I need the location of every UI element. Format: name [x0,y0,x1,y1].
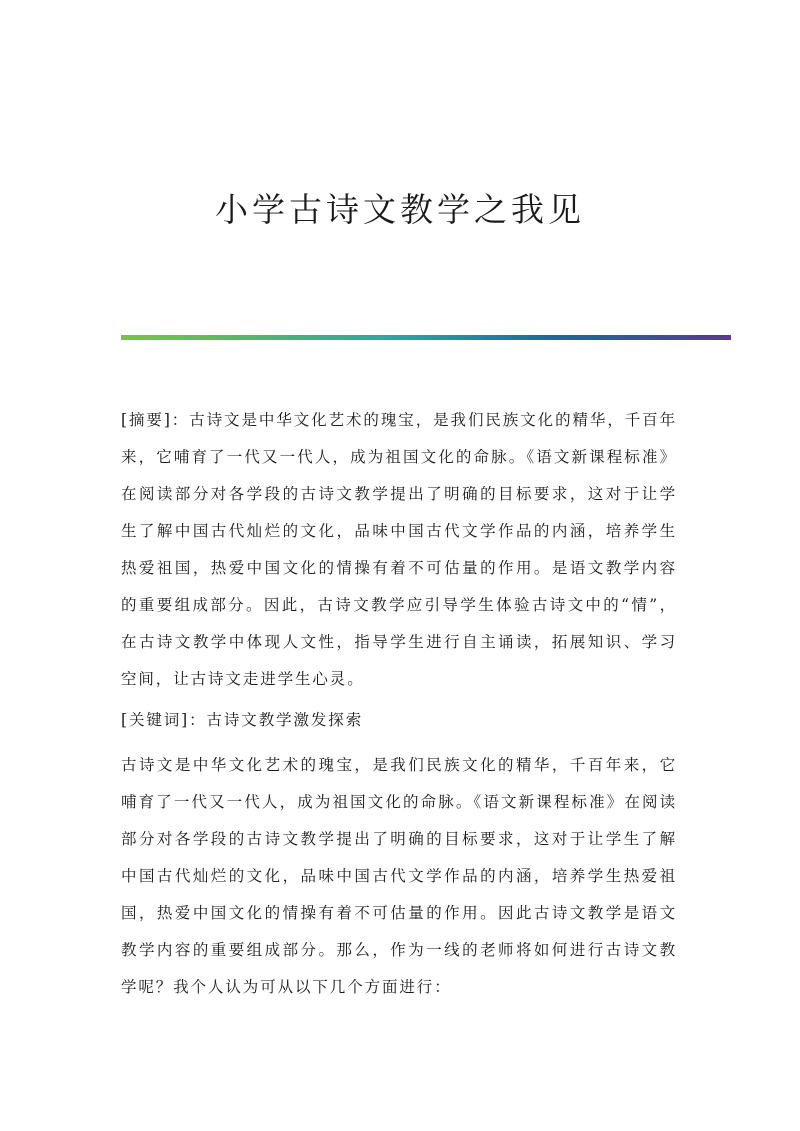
keywords-line: [关键词]：古诗文教学激发探索 [121,711,364,729]
document-body [121,402,677,1006]
abstract-paragraph: [摘要]：古诗文是中华文化艺术的瑰宝，是我们民族文化的精华，千百年来，它哺育了一代又一代人，成为祖国文化的命脉。《语文新课程标准》在阅读部分对各学段的古诗文教学提出了明确的目标要求，这对于让学生了解中国古代灿烂的文化，品味中国古代文学作品的内涵，培养学生热爱祖国，热爱中国文化的情操有着不可估量的作用。是语文教学内容的重要组成部分。因此，古诗文教学应引导学生体验古诗文中的“情”，在古诗文教学中体现人文性，指导学生进行自主诵读，拓展知识、学习空间，让古诗文走进学生心灵。 [121,411,677,688]
document-title: 小学古诗文教学之我见 [215,190,585,229]
title-divider [121,335,731,340]
body-paragraph: 古诗文是中华文化艺术的瑰宝，是我们民族文化的精华，千百年来，它哺育了一代又一代人，成为祖国文化的命脉。《语文新课程标准》在阅读部分对各学段的古诗文教学提出了明确的目标要求，这对于让学生了解中国古代灿烂的文化，品味中国古代文学作品的内涵，培养学生热爱祖国，热爱中国文化的情操有着不可估量的作用。因此古诗文教学是语文教学内容的重要组成部分。那么，作为一线的老师将如何进行古诗文教学呢？我个人认为可从以下几个方面进行： [121,756,677,996]
